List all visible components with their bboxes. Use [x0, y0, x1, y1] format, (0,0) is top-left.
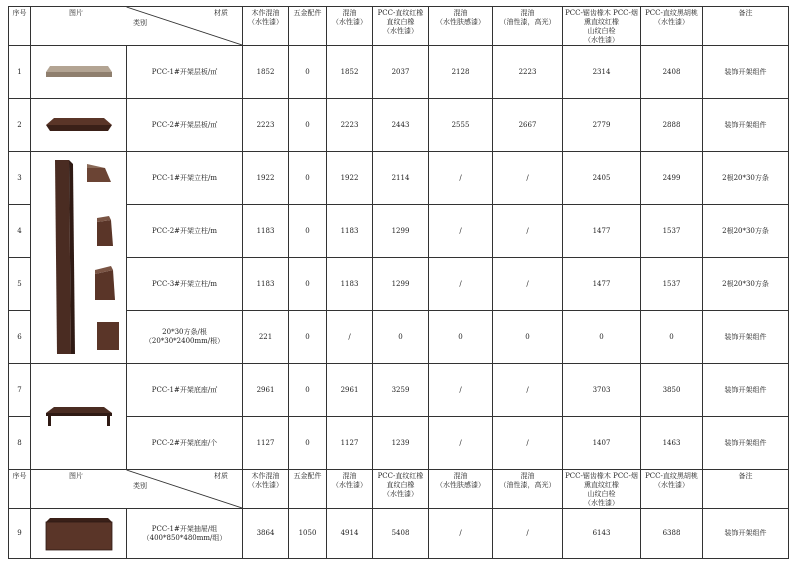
cell-v6: /	[493, 152, 563, 205]
row-seq: 3	[9, 152, 31, 205]
cell-v4: 2037	[373, 46, 429, 99]
cell-v6: 2223	[493, 46, 563, 99]
cell-note: 装饰开架组件	[703, 364, 789, 417]
header-seq: 序号	[9, 7, 31, 46]
header-row-repeat	[9, 470, 789, 509]
column-parts-icon	[31, 154, 127, 362]
row-seq: 1	[9, 46, 31, 99]
cell-v5: 2555	[429, 99, 493, 152]
cell-v5: /	[429, 258, 493, 311]
cell-v2: 0	[289, 205, 327, 258]
row-seq: 5	[9, 258, 31, 311]
cell-v2: 0	[289, 152, 327, 205]
header-col9: 备注	[703, 7, 789, 46]
cell-v4: 0	[373, 311, 429, 364]
cell-v3: /	[327, 311, 373, 364]
cell-v7: 1477	[563, 205, 641, 258]
row-name: PCC-2#开架层板/㎡	[127, 99, 243, 152]
cell-v6: /	[493, 205, 563, 258]
cell-v5: /	[429, 417, 493, 470]
cell-v6: 2667	[493, 99, 563, 152]
cell-v7: 2405	[563, 152, 641, 205]
header-col3: 混油 （水性漆）	[327, 7, 373, 46]
cell-v6: /	[493, 509, 563, 559]
cell-v4: 1299	[373, 258, 429, 311]
header-picture: 图片	[69, 9, 83, 17]
cell-v1: 1127	[243, 417, 289, 470]
table-row	[9, 152, 789, 205]
cell-v3: 4914	[327, 509, 373, 559]
cell-v1: 1852	[243, 46, 289, 99]
row-name: PCC-2#开架底座/个	[127, 417, 243, 470]
row-name: PCC-1#开架底座/㎡	[127, 364, 243, 417]
price-table	[8, 6, 789, 559]
header-category: 类别	[133, 19, 147, 27]
cell-v4: 5408	[373, 509, 429, 559]
shelf-board-image	[31, 46, 127, 99]
cell-v1: 2223	[243, 99, 289, 152]
cell-v1: 2961	[243, 364, 289, 417]
drawer-icon	[44, 516, 114, 552]
header-picture-category	[31, 470, 243, 509]
cell-v7: 1407	[563, 417, 641, 470]
row-seq: 2	[9, 99, 31, 152]
cell-v8: 2408	[641, 46, 703, 99]
cell-v5: /	[429, 205, 493, 258]
cell-v1: 221	[243, 311, 289, 364]
cell-v4: 1239	[373, 417, 429, 470]
cell-note: 2根20*30方条	[703, 152, 789, 205]
column-parts-image	[31, 152, 127, 364]
cell-v8: 3850	[641, 364, 703, 417]
drawer-image	[31, 509, 127, 559]
header-seq: 序号	[9, 470, 31, 509]
cell-note: 装饰开架组件	[703, 509, 789, 559]
row-seq: 7	[9, 364, 31, 417]
base-image	[31, 364, 127, 470]
cell-note: 2根20*30方条	[703, 258, 789, 311]
header-col4: PCC-直纹红橡 直纹白橡 （水性漆）	[373, 470, 429, 509]
cell-v3: 2223	[327, 99, 373, 152]
row-name: PCC-1#开架立柱/m	[127, 152, 243, 205]
cell-note: 装饰开架组件	[703, 46, 789, 99]
cell-v6: 0	[493, 311, 563, 364]
cell-v4: 2443	[373, 99, 429, 152]
shelf-board-image	[31, 99, 127, 152]
header-col9: 备注	[703, 470, 789, 509]
cell-v7: 1477	[563, 258, 641, 311]
header-col6: 混油 （油性漆，高光）	[493, 7, 563, 46]
cell-v3: 1852	[327, 46, 373, 99]
cell-v2: 0	[289, 364, 327, 417]
cell-v2: 0	[289, 417, 327, 470]
cell-v3: 1183	[327, 205, 373, 258]
cell-v3: 1922	[327, 152, 373, 205]
cell-v8: 2499	[641, 152, 703, 205]
table-row	[9, 46, 789, 99]
cell-note: 2根20*30方条	[703, 205, 789, 258]
header-col2: 五金配件	[289, 7, 327, 46]
cell-v7: 3703	[563, 364, 641, 417]
header-col1: 木作混油 （水性漆）	[243, 7, 289, 46]
cell-v5: 0	[429, 311, 493, 364]
cell-v8: 6388	[641, 509, 703, 559]
cell-v1: 1183	[243, 258, 289, 311]
cell-note: 装饰开架组件	[703, 417, 789, 470]
row-name: 20*30方条/根 （20*30*2400mm/根）	[127, 311, 243, 364]
cell-v6: /	[493, 417, 563, 470]
cell-v5: /	[429, 509, 493, 559]
cell-v5: /	[429, 152, 493, 205]
cell-v4: 1299	[373, 205, 429, 258]
shelf-board-1-icon	[44, 64, 114, 80]
cell-v1: 3864	[243, 509, 289, 559]
cell-v2: 0	[289, 99, 327, 152]
cell-v1: 1922	[243, 152, 289, 205]
cell-v4: 3259	[373, 364, 429, 417]
shelf-board-2-icon	[44, 116, 114, 134]
cell-v7: 2779	[563, 99, 641, 152]
cell-v3: 1183	[327, 258, 373, 311]
header-category: 类别	[133, 482, 147, 490]
header-picture-category	[31, 7, 243, 46]
row-name: PCC-3#开架立柱/m	[127, 258, 243, 311]
cell-note: 装饰开架组件	[703, 99, 789, 152]
cell-v5: 2128	[429, 46, 493, 99]
cell-v5: /	[429, 364, 493, 417]
header-material: 材质	[214, 9, 228, 17]
cell-v1: 1183	[243, 205, 289, 258]
header-col2: 五金配件	[289, 470, 327, 509]
header-col4: PCC-直纹红橡 直纹白橡 （水性漆）	[373, 7, 429, 46]
cell-v7: 0	[563, 311, 641, 364]
row-seq: 8	[9, 417, 31, 470]
table-row	[9, 99, 789, 152]
header-col5: 混油 （水性肤感漆）	[429, 470, 493, 509]
table-row	[9, 364, 789, 417]
header-col5: 混油 （水性肤感漆）	[429, 7, 493, 46]
row-name: PCC-1#开架抽屉/组 （400*850*480mm/组）	[127, 509, 243, 559]
row-seq: 4	[9, 205, 31, 258]
cell-v2: 1050	[289, 509, 327, 559]
cell-v3: 1127	[327, 417, 373, 470]
base-icon	[44, 405, 114, 429]
row-seq: 6	[9, 311, 31, 364]
row-name: PCC-2#开架立柱/m	[127, 205, 243, 258]
row-name: PCC-1#开架层板/㎡	[127, 46, 243, 99]
cell-v6: /	[493, 364, 563, 417]
cell-v4: 2114	[373, 152, 429, 205]
cell-v7: 2314	[563, 46, 641, 99]
header-col1: 木作混油 （水性漆）	[243, 470, 289, 509]
cell-v2: 0	[289, 46, 327, 99]
header-col8: PCC-直纹黑胡桃 （水性漆）	[641, 7, 703, 46]
header-col6: 混油 （油性漆，高光）	[493, 470, 563, 509]
cell-v8: 1463	[641, 417, 703, 470]
cell-v2: 0	[289, 258, 327, 311]
cell-v8: 1537	[641, 258, 703, 311]
cell-note: 装饰开架组件	[703, 311, 789, 364]
cell-v6: /	[493, 258, 563, 311]
header-col7: PCC-锯齿橡木 PCC-烟 熏直纹红橡 山纹白栓 （水性漆）	[563, 470, 641, 509]
header-material: 材质	[214, 472, 228, 480]
cell-v3: 2961	[327, 364, 373, 417]
cell-v2: 0	[289, 311, 327, 364]
header-col3: 混油 （水性漆）	[327, 470, 373, 509]
cell-v8: 0	[641, 311, 703, 364]
header-row	[9, 7, 789, 46]
table-row	[9, 509, 789, 559]
cell-v7: 6143	[563, 509, 641, 559]
header-col8: PCC-直纹黑胡桃 （水性漆）	[641, 470, 703, 509]
cell-v8: 1537	[641, 205, 703, 258]
cell-v8: 2888	[641, 99, 703, 152]
header-picture: 图片	[69, 472, 83, 480]
row-seq: 9	[9, 509, 31, 559]
header-col7: PCC-锯齿橡木 PCC-烟 熏直纹红橡 山纹白栓 （水性漆）	[563, 7, 641, 46]
